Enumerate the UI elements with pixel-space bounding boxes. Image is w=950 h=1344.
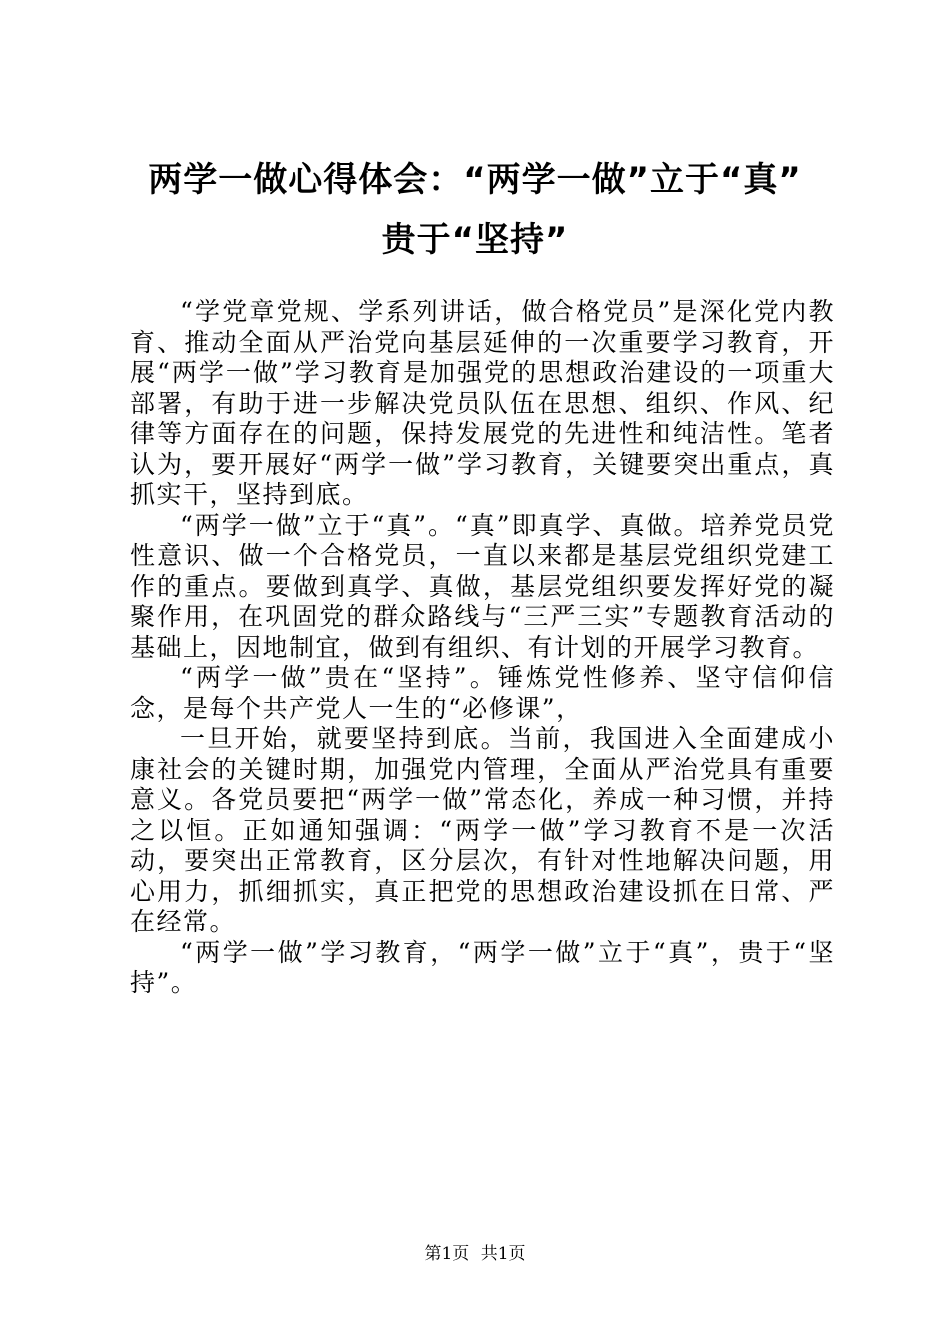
document-body bbox=[130, 297, 835, 999]
paragraph: “两学一做”学习教育，“两学一做”立于“真”，贵于“坚持”。 bbox=[130, 937, 835, 997]
paragraph: “两学一做”立于“真”。“真”即真学、真做。培养党员党性意识、做一个合格党员，一直以来都是基层党组织党建工作的重点。要做到真学、真做，基层党组织要发挥好党的凝聚作用，在巩固党的群众路线与“三严三实”专题教育活动的基础上，因地制宜，做到有组织、有计划的开展学习教育。 bbox=[130, 510, 835, 662]
page-number-total: 共1页 bbox=[480, 1244, 526, 1264]
document-title-line-1: 两学一做心得体会：“两学一做”立于“真” bbox=[148, 160, 802, 200]
document-title-line-2: 贵于“坚持” bbox=[381, 220, 569, 260]
paragraph: “两学一做”贵在“坚持”。锤炼党性修养、坚守信仰信念，是每个共产党人一生的“必修课”， bbox=[130, 663, 835, 723]
paragraph: “学党章党规、学系列讲话，做合格党员”是深化党内教育、推动全面从严治党向基层延伸的一次重要学习教育，开展“两学一做”学习教育是加强党的思想政治建设的一项重大部署，有助于进一步解决党员队伍在思想、组织、作风、纪律等方面存在的问题，保持发展党的先进性和纯洁性。笔者认为，要开展好“两学一做”学习教育，关键要突出重点，真抓实干，坚持到底。 bbox=[130, 297, 835, 509]
page-footer bbox=[0, 1244, 950, 1264]
paragraph: 一旦开始，就要坚持到底。当前，我国进入全面建成小康社会的关键时期，加强党内管理，全面从严治党具有重要意义。各党员要把“两学一做”常态化，养成一种习惯，并持之以恒。正如通知强调：“两学一做”学习教育不是一次活动，要突出正常教育，区分层次，有针对性地解决问题，用心用力，抓细抓实，真正把党的思想政治建设抓在日常、严在经常。 bbox=[130, 724, 835, 936]
page-number-current: 第1页 bbox=[424, 1244, 470, 1264]
